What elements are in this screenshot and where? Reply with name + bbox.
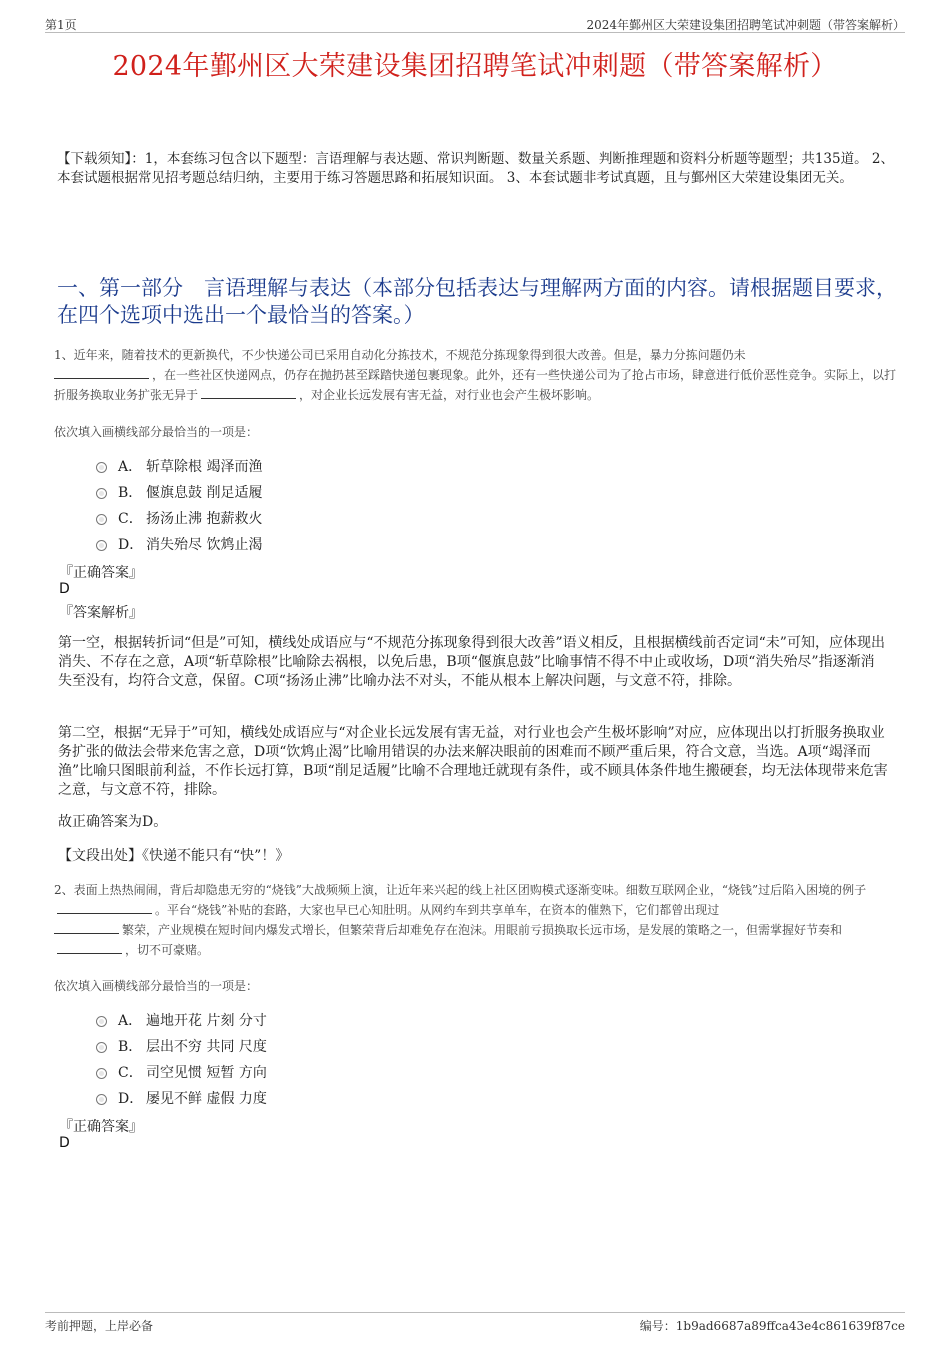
option-c[interactable]: [96, 505, 496, 531]
question-1-text: [54, 345, 904, 405]
radio-icon[interactable]: [96, 540, 107, 551]
footer-slogan: 考前押题，上岸必备: [45, 1319, 154, 1333]
option-letter: A．: [118, 1013, 143, 1029]
fill-blank: [54, 920, 119, 934]
option-a[interactable]: [96, 453, 496, 479]
option-text: 扬汤止沸 抱薪救火: [146, 511, 263, 527]
radio-icon[interactable]: [96, 488, 107, 499]
option-text: 消失殆尽 饮鸩止渴: [146, 537, 263, 553]
source-citation: 【文段出处】《快递不能只有“快”！》: [58, 848, 290, 864]
option-letter: B．: [118, 1039, 143, 1055]
answer-label: 『正确答案』: [59, 1119, 143, 1135]
option-b[interactable]: [96, 479, 496, 505]
option-d[interactable]: [96, 531, 496, 557]
option-letter: C．: [118, 511, 143, 527]
question-2-part-a: 2、表面上热热闹闹，背后却隐患无穷的“烧钱”大战频频上演，让近年来兴起的线上社区团购模式逐渐变味。细数互联网企业，“烧钱”过后陷入困境的例子: [54, 883, 867, 897]
fill-blank: [57, 940, 122, 954]
option-text: 层出不穷 共同 尺度: [146, 1039, 267, 1055]
section-heading: 一、第一部分 言语理解与表达（本部分包括表达与理解两方面的内容。请根据题目要求，在四个选项中选出一个最恰当的答案。）: [57, 276, 897, 327]
question-2-instruction: 依次填入画横线部分最恰当的一项是：: [54, 979, 259, 993]
page-title: 2024年鄞州区大荣建设集团招聘笔试冲刺题（带答案解析）: [112, 51, 838, 82]
analysis-paragraph-2: 第二空，根据“无异于”可知，横线处成语应与“对企业长远发展有害无益，对行业也会产生极坏影响”对应，应体现出以打折服务换取业务扩张的做法会带来危害之意，D项“饮鸩止渴”比喻用错误的办法来解决眼前的困难而不顾严重后果，符合文意，当选。A项“竭泽而渔”比喻只图眼前利益，不作长远打算，B项“削足适履”比喻不合理地迁就现有条件，或不顾具体条件地生搬硬套，均无法体现带来危害之意，与文意不符，排除。: [58, 725, 888, 798]
header-doc-title: 2024年鄞州区大荣建设集团招聘笔试冲刺题（带答案解析）: [586, 18, 905, 32]
option-text: 屡见不鲜 虚假 力度: [146, 1091, 267, 1107]
option-letter: C．: [118, 1065, 143, 1081]
option-text: 司空见惯 短暂 方向: [146, 1065, 267, 1081]
option-d[interactable]: [96, 1085, 496, 1111]
analysis-label: 『答案解析』: [59, 605, 143, 621]
question-1-part-c: ，对企业长远发展有害无益，对行业也会产生极坏影响。: [299, 388, 600, 402]
question-1-instruction: 依次填入画横线部分最恰当的一项是：: [54, 425, 259, 439]
question-1-part-b: ，在一些社区快递网点，仍存在抛扔甚至踩踏快递包裹现象。此外，还有一些快递公司为了抢占市场，肆意进行低价恶性竞争。实际上，以打折服务换取业务扩张无异于: [54, 368, 897, 402]
question-1-part-a: 1、近年来，随着技术的更新换代，不少快递公司已采用自动化分拣技术，不规范分拣现象得到很大改善。但是，暴力分拣问题仍未: [54, 348, 746, 362]
page-number: 第1页: [45, 18, 77, 32]
question-2-options: [96, 1007, 496, 1111]
footer-serial: 编号：1b9ad6687a89ffca43e4c861639f87ce: [639, 1319, 905, 1333]
option-c[interactable]: [96, 1059, 496, 1085]
radio-icon[interactable]: [96, 1016, 107, 1027]
download-notice: 【下载须知】：1，本套练习包含以下题型：言语理解与表达题、常识判断题、数量关系题、判断推理题和资料分析题等题型；共135道。 2、本套试题根据常见招考题总结归纳，主要用于练习答题思路和拓展知识面。 3、本套试题非考试真题，且与鄞州区大荣建设集团无关。: [57, 151, 894, 186]
radio-icon[interactable]: [96, 514, 107, 525]
option-letter: A．: [118, 459, 143, 475]
page-footer: [45, 1312, 905, 1333]
fill-blank: [54, 365, 149, 379]
option-text: 遍地开花 片刻 分寸: [146, 1013, 267, 1029]
fill-blank: [201, 385, 296, 399]
radio-icon[interactable]: [96, 1068, 107, 1079]
answer-label: 『正确答案』: [59, 565, 143, 581]
question-2-text: [54, 880, 904, 960]
option-letter: B．: [118, 485, 143, 501]
radio-icon[interactable]: [96, 1094, 107, 1105]
option-b[interactable]: [96, 1033, 496, 1059]
answer-value: D: [59, 581, 70, 597]
option-text: 偃旗息鼓 削足适履: [146, 485, 263, 501]
radio-icon[interactable]: [96, 1042, 107, 1053]
page-header: [45, 14, 905, 33]
question-2-part-d: ，切不可豪赌。: [125, 943, 210, 957]
question-1-options: [96, 453, 496, 557]
option-letter: D．: [118, 1091, 144, 1107]
radio-icon[interactable]: [96, 462, 107, 473]
answer-value: D: [59, 1135, 70, 1151]
question-2-part-c: 繁荣，产业规模在短时间内爆发式增长，但繁荣背后却难免存在泡沫。用眼前亏损换取长远市场，是发展的策略之一，但需掌握好节奏和: [122, 923, 843, 937]
option-letter: D．: [118, 537, 144, 553]
analysis-paragraph-1: 第一空，根据转折词“但是”可知，横线处成语应与“不规范分拣现象得到很大改善”语义相反，且根据横线前否定词“未”可知，应体现出消失、不存在之意，A项“斩草除根”比喻除去祸根，以免后患，B项“偃旗息鼓”比喻事情不得不中止或收场，D项“消失殆尽”指逐渐消失至没有，均符合文意，保留。C项“扬汤止沸”比喻办法不对头，不能从根本上解决问题，与文意不符，排除。: [58, 635, 885, 689]
option-text: 斩草除根 竭泽而渔: [146, 459, 263, 475]
fill-blank: [57, 900, 152, 914]
question-2-part-b: 。平台“烧钱”补贴的套路，大家也早已心知肚明。从网约车到共享单车，在资本的催熟下，它们都曾出现过: [155, 903, 720, 917]
analysis-conclusion: 故正确答案为D。: [58, 814, 168, 830]
option-a[interactable]: [96, 1007, 496, 1033]
